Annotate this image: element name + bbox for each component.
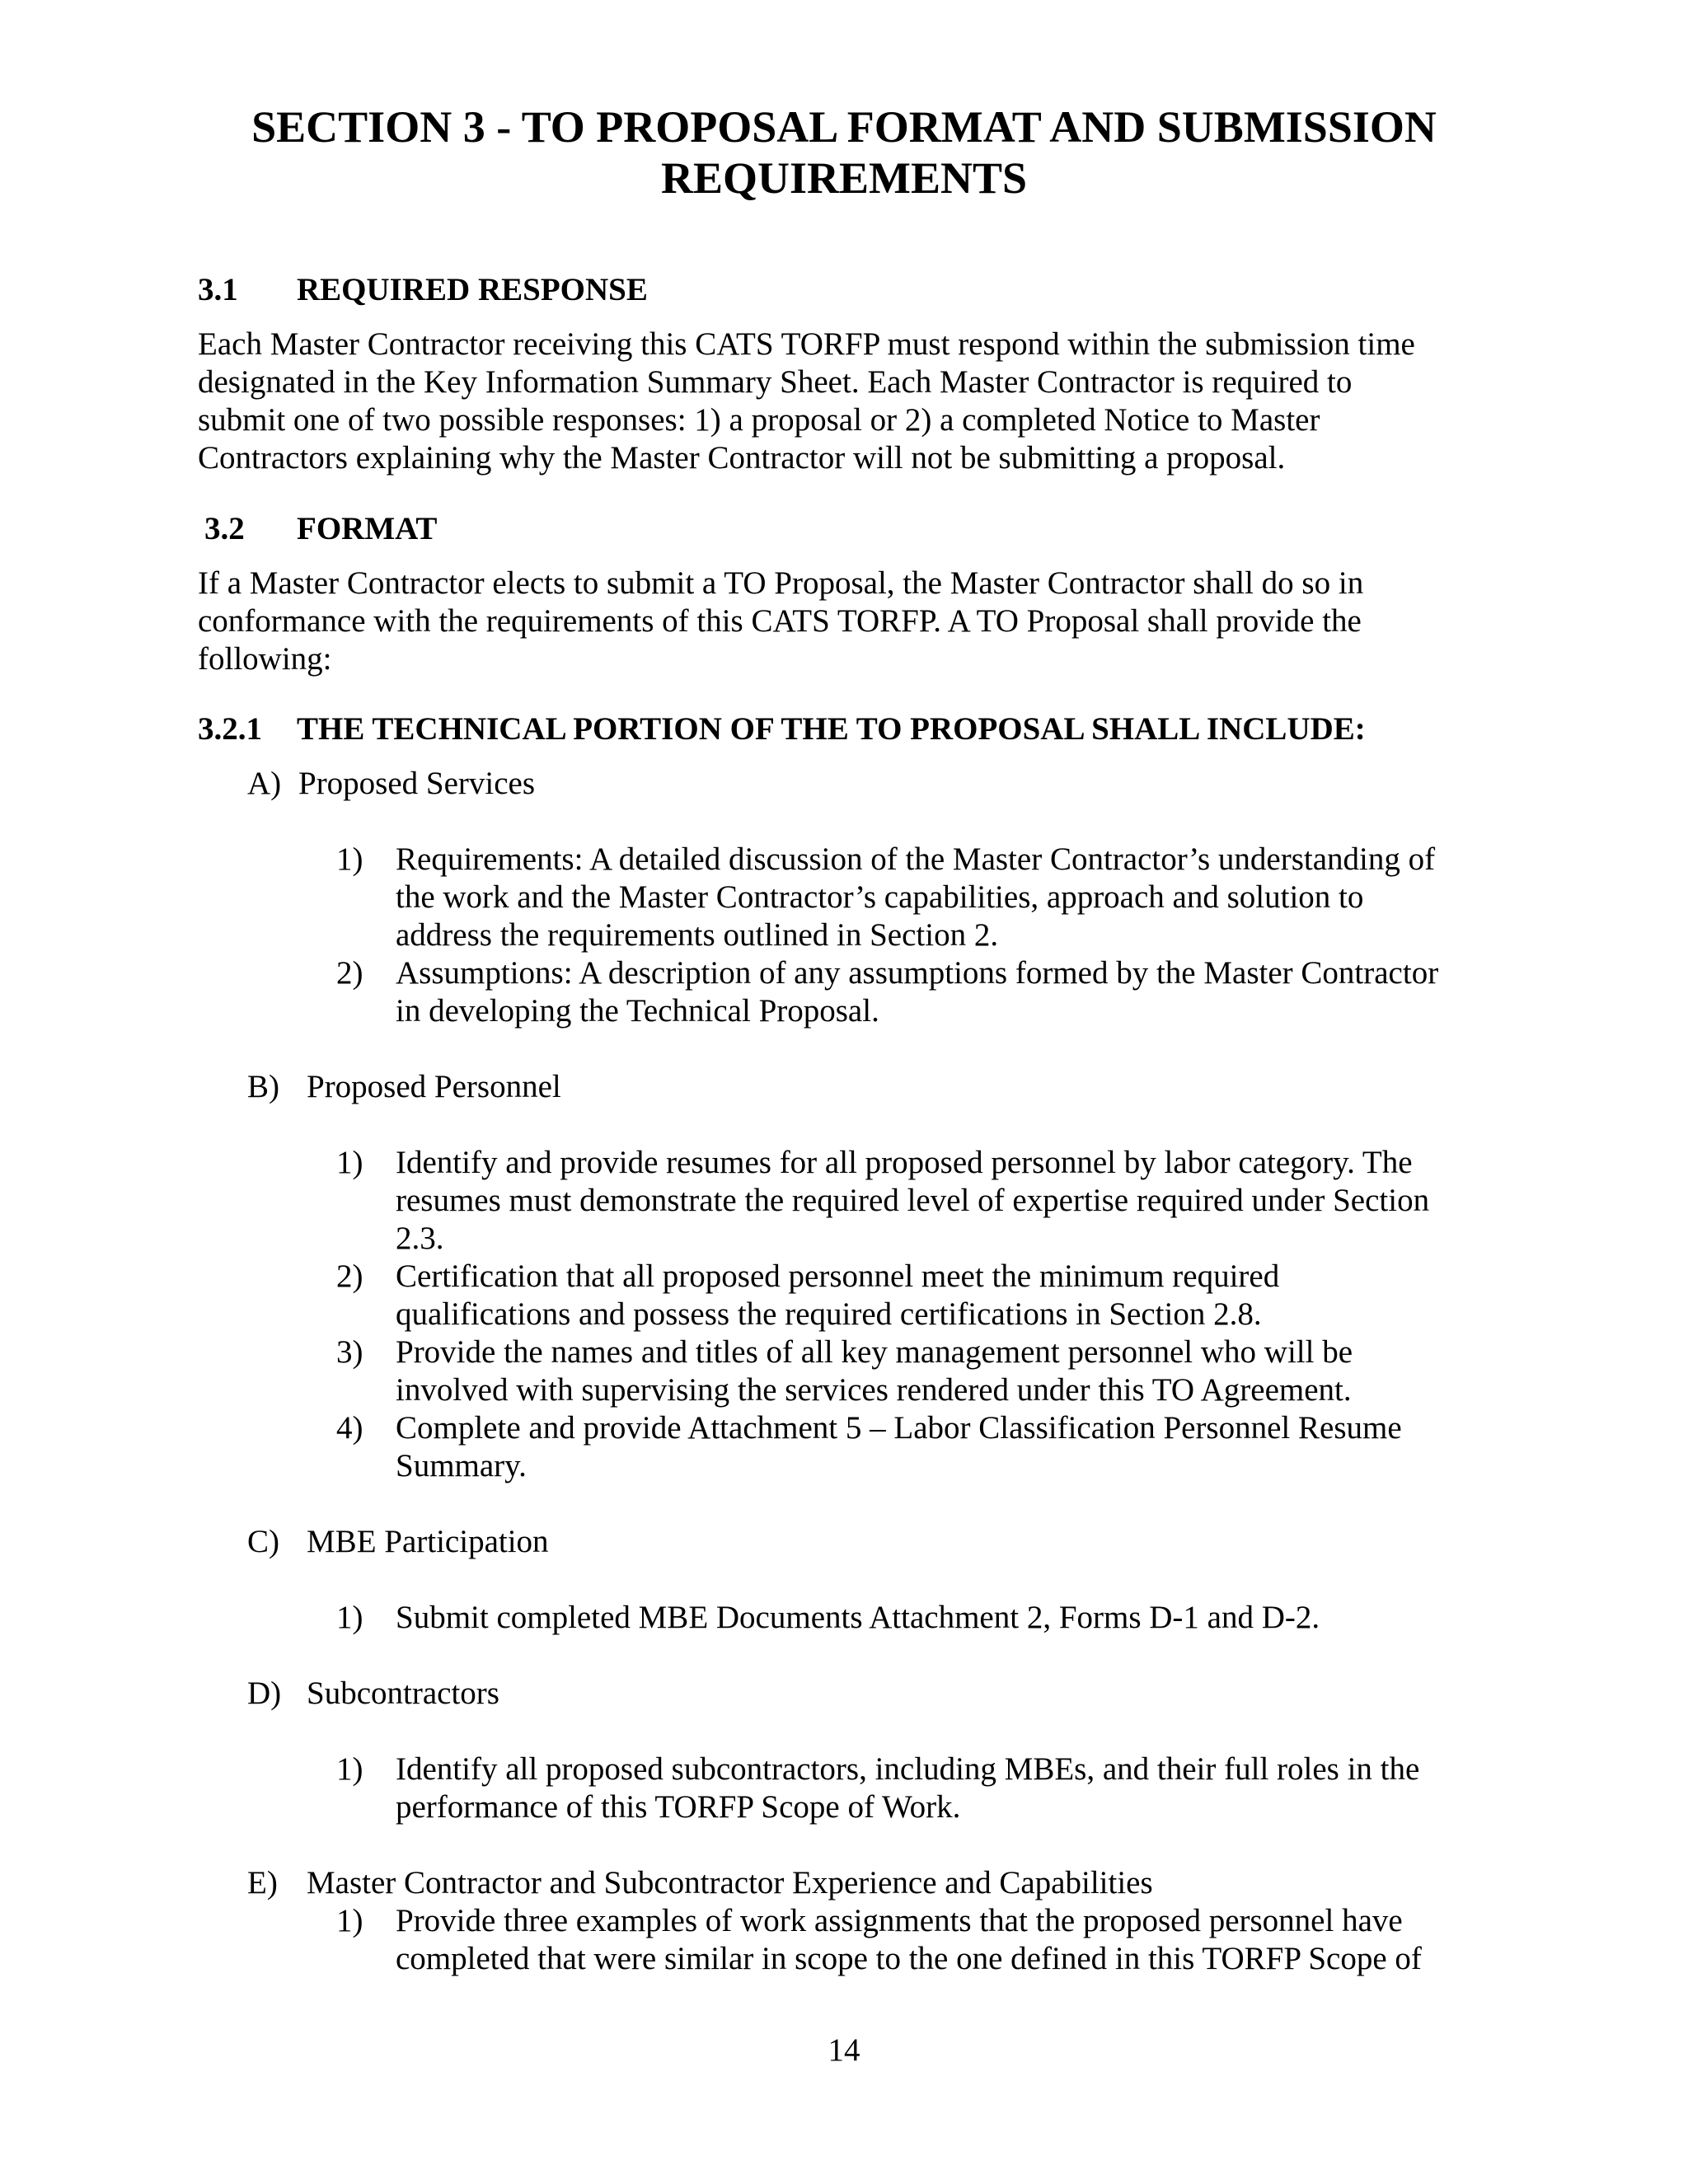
list-item-line: Submit completed MBE Documents Attachment 2, Forms D-1 and D-2. [396, 1600, 1320, 1635]
section-3-2-1-number: 3.2.1 [198, 711, 262, 747]
list-item-marker: 4) [336, 1410, 363, 1446]
group-d-label: Subcontractors [307, 1675, 499, 1711]
group-b-label: Proposed Personnel [307, 1069, 561, 1104]
list-item-line: in developing the Technical Proposal. [396, 993, 879, 1029]
group-d-marker: D) [247, 1675, 282, 1711]
page-number: 14 [828, 2032, 860, 2068]
list-item-marker: 3) [336, 1334, 363, 1370]
section-3-1-text-line: submit one of two possible responses: 1) a proposal or 2) a completed Notice to Master [198, 402, 1320, 438]
section-3-2-text-line: If a Master Contractor elects to submit a TO Proposal, the Master Contractor shall do so in [198, 565, 1364, 601]
list-item-line: performance of this TORFP Scope of Work. [396, 1789, 961, 1825]
list-item-line: 2.3. [396, 1221, 444, 1256]
list-item-line: Certification that all proposed personnel meet the minimum required [396, 1258, 1280, 1294]
group-c-label: MBE Participation [307, 1524, 549, 1559]
list-item-marker: 2) [336, 955, 363, 991]
section-3-2-text-line: following: [198, 641, 332, 677]
list-item-marker: 2) [336, 1258, 363, 1294]
list-item-marker: 1) [336, 1600, 363, 1635]
section-3-1-text-line: designated in the Key Information Summary Sheet. Each Master Contractor is required to [198, 364, 1353, 400]
list-item-line: address the requirements outlined in Section 2. [396, 917, 999, 953]
list-item-line: involved with supervising the services rendered under this TO Agreement. [396, 1372, 1352, 1408]
list-item-line: Provide three examples of work assignments that the proposed personnel have [396, 1903, 1403, 1938]
section-3-1-text-line: Contractors explaining why the Master Contractor will not be submitting a proposal. [198, 440, 1286, 476]
section-title-line-1: SECTION 3 - TO PROPOSAL FORMAT AND SUBMISSION [251, 102, 1437, 152]
list-item-line: Identify all proposed subcontractors, including MBEs, and their full roles in the [396, 1751, 1420, 1787]
section-3-2-text-line: conformance with the requirements of this CATS TORFP. A TO Proposal shall provide the [198, 603, 1362, 639]
section-3-2-heading: FORMAT [297, 511, 438, 546]
list-item-line: Requirements: A detailed discussion of the Master Contractor’s understanding of [396, 841, 1436, 877]
group-b-marker: B) [247, 1069, 279, 1104]
list-item-line: completed that were similar in scope to the one defined in this TORFP Scope of [396, 1941, 1422, 1976]
group-a-marker: A) [247, 766, 282, 801]
group-e-marker: E) [247, 1865, 278, 1900]
section-3-2-1-heading: THE TECHNICAL PORTION OF THE TO PROPOSAL SHALL INCLUDE: [297, 711, 1366, 747]
list-item-line: qualifications and possess the required certifications in Section 2.8. [396, 1296, 1262, 1332]
section-3-2-number: 3.2 [204, 511, 245, 546]
list-item-line: Complete and provide Attachment 5 – Labor Classification Personnel Resume [396, 1410, 1402, 1446]
list-item-line: Summary. [396, 1448, 527, 1483]
list-item-marker: 1) [336, 1145, 363, 1180]
group-e-label: Master Contractor and Subcontractor Experience and Capabilities [307, 1865, 1153, 1900]
group-a-label: Proposed Services [298, 766, 536, 801]
list-item-marker: 1) [336, 1751, 363, 1787]
list-item-line: Identify and provide resumes for all proposed personnel by labor category. The [396, 1145, 1413, 1180]
list-item-line: the work and the Master Contractor’s capabilities, approach and solution to [396, 879, 1364, 915]
list-item-line: resumes must demonstrate the required level of expertise required under Section [396, 1183, 1430, 1218]
group-c-marker: C) [247, 1524, 279, 1559]
section-3-1-heading: REQUIRED RESPONSE [297, 272, 648, 307]
section-3-1-text-line: Each Master Contractor receiving this CATS TORFP must respond within the submission time [198, 326, 1415, 362]
section-3-1-number: 3.1 [198, 272, 238, 307]
list-item-line: Assumptions: A description of any assumptions formed by the Master Contractor [396, 955, 1439, 991]
section-title-line-2: REQUIREMENTS [660, 153, 1028, 203]
list-item-marker: 1) [336, 1903, 363, 1938]
list-item-marker: 1) [336, 841, 363, 877]
list-item-line: Provide the names and titles of all key management personnel who will be [396, 1334, 1353, 1370]
